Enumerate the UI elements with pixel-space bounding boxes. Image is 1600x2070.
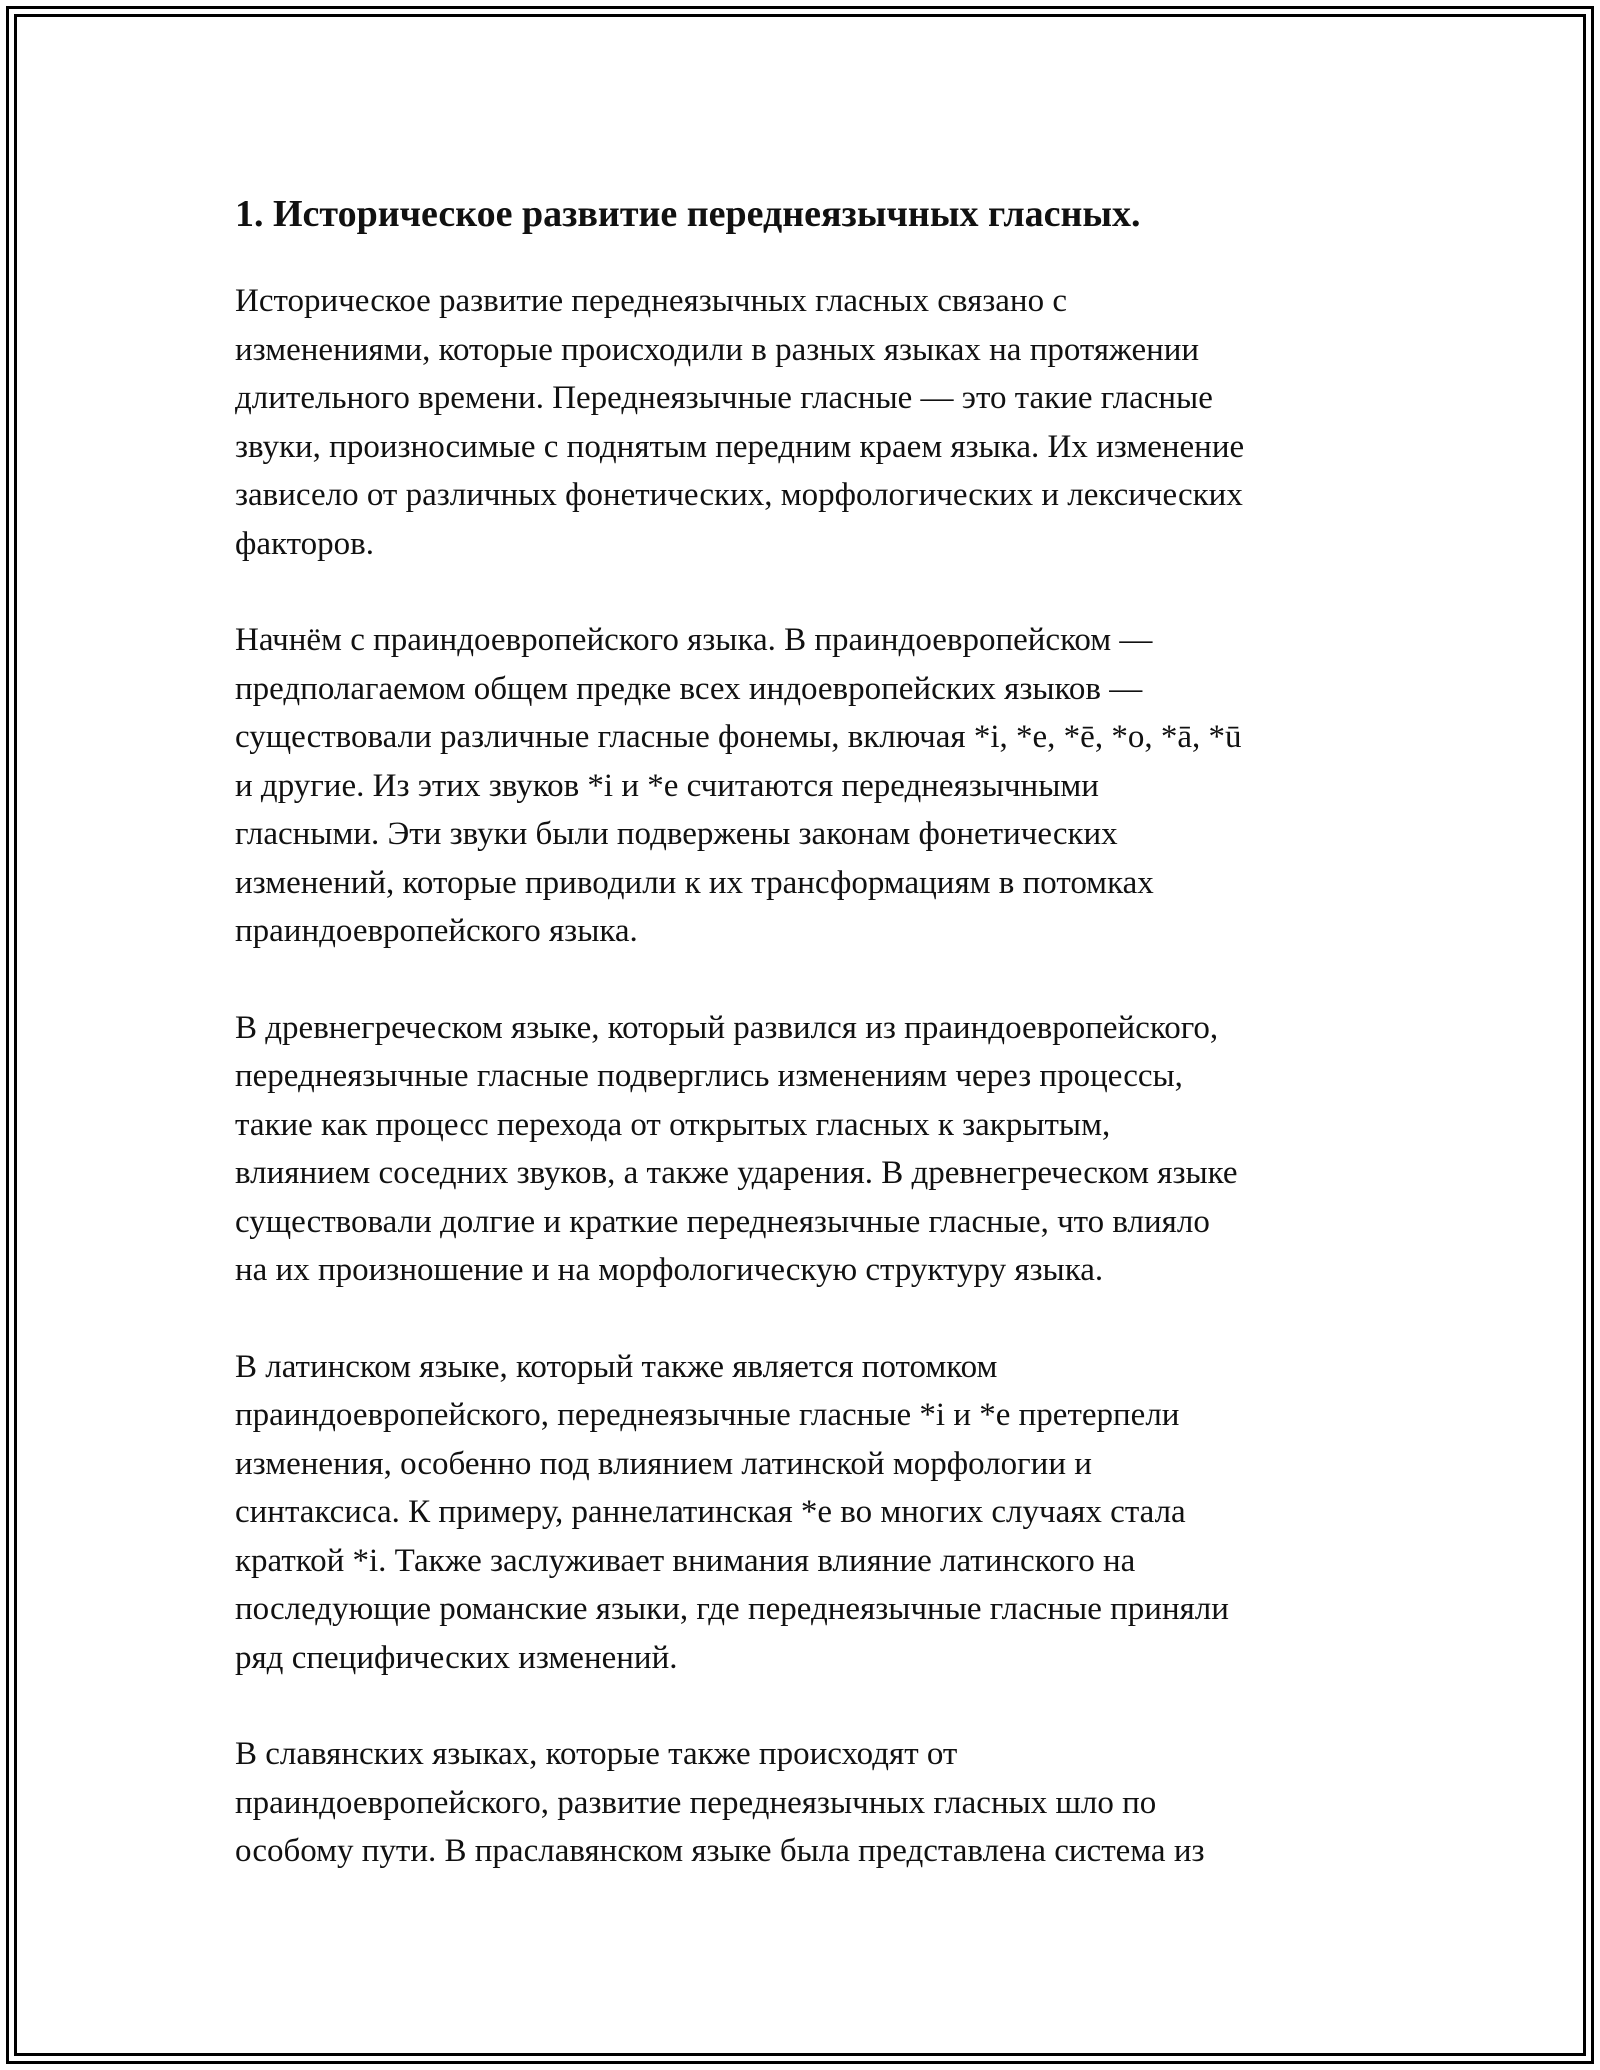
document-body: [235, 185, 1365, 1924]
paragraph-proto-indo-european: Начнём с праиндоевропейского языка. В праиндоевропейском — предполагаемом общем предке всех индоевропейских языков — существовали различные гласные фонемы, включая *i, *e, *ē, *o, *ā, *ū и другие. Из этих звуков *i и *e считаются переднеязычными гласными. Эти звуки были подвержены законам фонетических изменений, которые приводили к их трансформациям в потомках праиндоевропейского языка.: [235, 622, 1242, 949]
paragraph-intro: Историческое развитие переднеязычных гласных связано с изменениями, которые происходили в разных языках на протяжении длительного времени. Переднеязычные гласные — это такие гласные звуки, произносимые с поднятым передним краем языка. Их изменение зависело от различных фонетических, морфологических и лексических факторов.: [235, 283, 1245, 562]
document-heading: 1. Историческое развитие переднеязычных гласных.: [235, 193, 1141, 235]
paragraph-ancient-greek: В древнегреческом языке, который развился из праиндоевропейского, переднеязычные гласные подверглись изменениям через процессы, такие как процесс перехода от открытых гласных к закрытым, влиянием соседних звуков, а также ударения. В древнегреческом языке существовали долгие и краткие переднеязычные гласные, что влияло на их произношение и на морфологическую структуру языка.: [235, 1009, 1238, 1288]
paragraph-latin: В латинском языке, который также является потомком праиндоевропейского, переднеязычные гласные *i и *e претерпели изменения, особенно под влиянием латинской морфологии и синтаксиса. К примеру, раннелатинская *e во многих случаях стала краткой *i. Также заслуживает внимания влияние латинского на последующие романские языки, где переднеязычные гласные приняли ряд специфических изменений.: [235, 1348, 1229, 1676]
paragraph-slavic: В славянских языках, которые также происходят от праиндоевропейского, развитие переднеязычных гласных шло по особому пути. В праславянском языке была представлена система из: [235, 1736, 1205, 1869]
